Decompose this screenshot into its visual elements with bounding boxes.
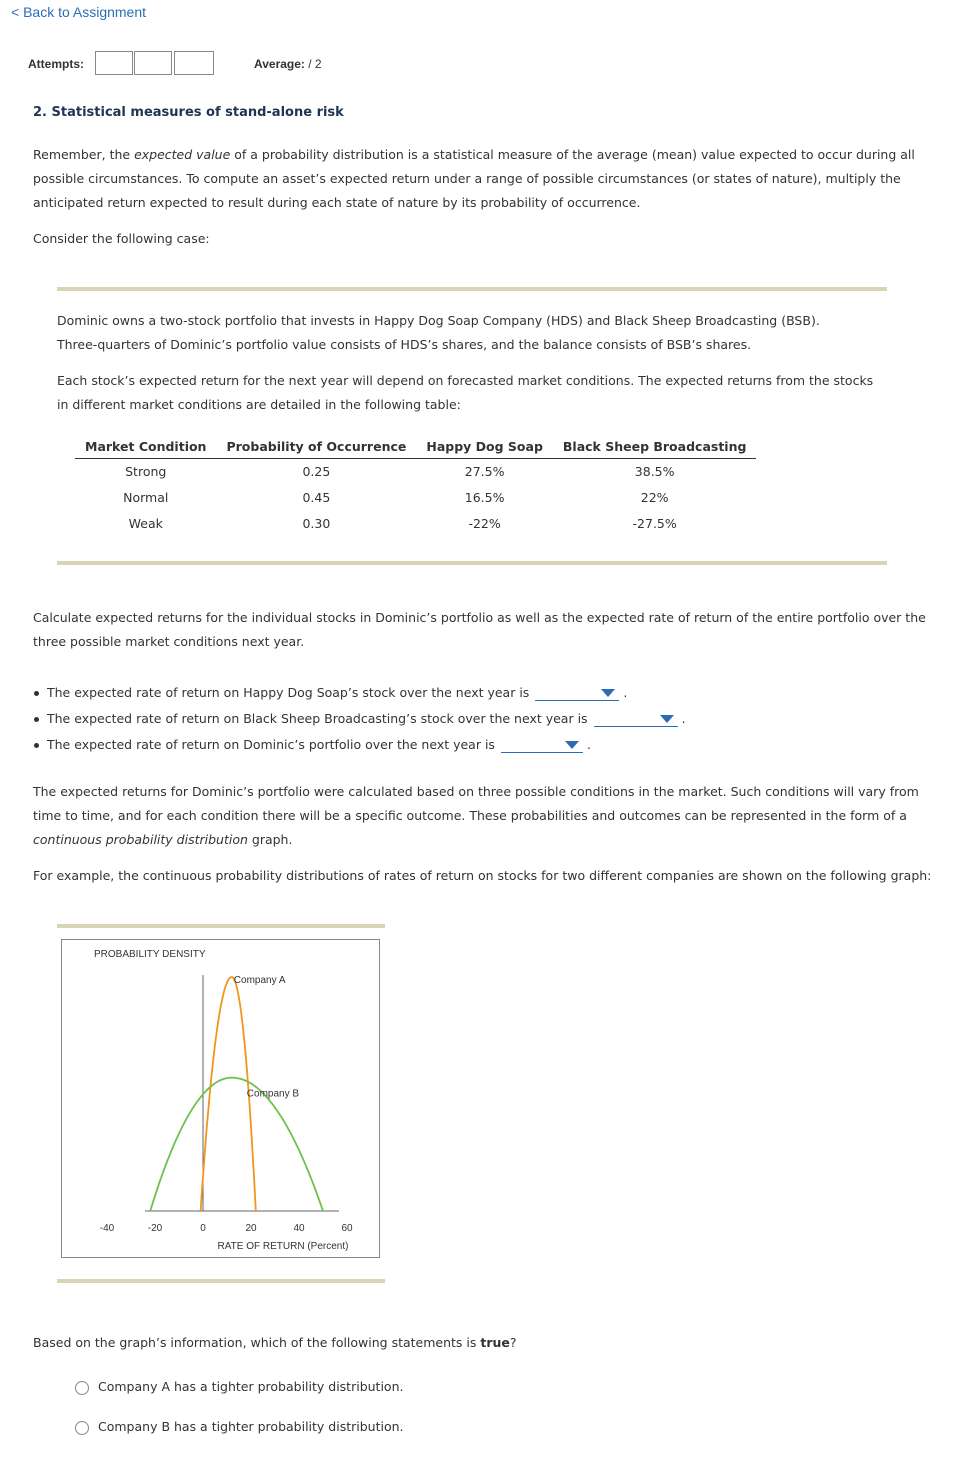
option-label: Company A has a tighter probability distribution. [98, 1379, 404, 1394]
cell: 0.25 [302, 464, 331, 479]
y-axis-label: PROBABILITY DENSITY [94, 949, 206, 960]
cell: -27.5% [632, 516, 677, 531]
col-header-probability: Probability of Occurrence [216, 436, 416, 459]
calc-instruction: Calculate expected returns for the individual stocks in Dominic’s portfolio as well as the expected rate of return of the entire portfolio over the three possible market conditions next year. [33, 610, 926, 649]
series-label-company-a: Company A [233, 975, 286, 986]
list-item [33, 706, 686, 732]
chart-top-rule [57, 924, 385, 928]
cell: Normal [123, 490, 169, 505]
cell: 0.45 [302, 490, 331, 505]
chart-svg [62, 940, 379, 1257]
case-top-rule [57, 287, 887, 291]
back-to-assignment-link[interactable]: < Back to Assignment [11, 4, 147, 20]
option-company-a[interactable] [75, 1379, 403, 1395]
bullet-text-bsb: The expected rate of return on Black Sheep Broadcasting’s stock over the next year is [47, 711, 588, 726]
x-tick-label: 0 [200, 1223, 206, 1234]
consider-text: Consider the following case: [33, 231, 210, 246]
period: . [681, 711, 686, 726]
dropdown-arrow-icon [660, 715, 674, 723]
cell: 0.30 [302, 516, 331, 531]
radio-button[interactable] [75, 1421, 89, 1435]
series-label-company-b: Company B [246, 1088, 300, 1100]
list-item [33, 680, 686, 706]
attempt-box-2 [134, 51, 172, 75]
radio-button[interactable] [75, 1381, 89, 1395]
dropdown-arrow-icon [601, 689, 615, 697]
answer-list [33, 680, 686, 758]
distribution-paragraph: The expected returns for Dominic’s portfolio were calculated based on three possible conditions in the market. Such conditions will vary from time to time, and for each condition there will be a specific outcome. These probabilities and outcomes can be represented in the form of a continuous probability distribution graph. [33, 784, 919, 847]
case-paragraph-1: Dominic owns a two-stock portfolio that invests in Happy Dog Soap Company (HDS) and Black Sheep Broadcasting (BSB). Three-quarters of Dominic’s portfolio value consists of HDS’s shares, and the balance consists of BSB’s shares. [57, 313, 820, 352]
intro-paragraph: Remember, the expected value of a probability distribution is a statistical measure of the average (mean) value expected to occur during all possible circumstances. To compute an asset’s expected return under a range of possible circumstances (or states of nature), multiply the anticipated return expected to result during each state of nature by its probability of occurrence. [33, 147, 915, 210]
cell: Strong [125, 464, 167, 479]
example-paragraph: For example, the continuous probability distributions of rates of return on stocks for two different companies are shown on the following graph: [33, 868, 932, 883]
option-label: Company B has a tighter probability distribution. [98, 1419, 404, 1434]
option-company-b[interactable] [75, 1419, 404, 1435]
period: . [586, 737, 591, 752]
probability-distribution-chart [61, 939, 380, 1258]
mcq-prompt: Based on the graph’s information, which of the following statements is true? [33, 1335, 517, 1350]
col-header-black-sheep: Black Sheep Broadcasting [553, 436, 757, 459]
x-tick-label: -20 [147, 1223, 163, 1234]
table-row [75, 511, 756, 537]
col-header-happy-dog-soap: Happy Dog Soap [416, 436, 553, 459]
x-tick-label: 60 [341, 1223, 353, 1234]
cell: 38.5% [634, 464, 675, 479]
case-bottom-rule [57, 561, 887, 565]
average-display [254, 57, 322, 71]
bullet-text-hds: The expected rate of return on Happy Dog Soap’s stock over the next year is [47, 685, 530, 700]
col-header-market-condition: Market Condition [75, 436, 216, 459]
bsb-return-dropdown[interactable] [594, 712, 678, 727]
x-axis-label: RATE OF RETURN (Percent) [217, 1241, 349, 1252]
table-row [75, 485, 756, 511]
attempts-label: Attempts: [28, 57, 84, 71]
question-title: 2. Statistical measures of stand-alone risk [33, 105, 344, 120]
portfolio-return-dropdown[interactable] [501, 738, 583, 753]
cell: 22% [640, 490, 669, 505]
x-tick-label: 20 [245, 1223, 257, 1234]
list-item [33, 732, 686, 758]
x-tick-label: -40 [99, 1223, 115, 1234]
cell: -22% [468, 516, 501, 531]
chart-bottom-rule [57, 1279, 385, 1283]
dropdown-arrow-icon [565, 741, 579, 749]
bullet-text-portfolio: The expected rate of return on Dominic’s portfolio over the next year is [47, 737, 495, 752]
returns-table [75, 436, 756, 537]
attempt-box-1 [95, 51, 133, 75]
table-header-row [75, 436, 756, 459]
x-tick-label: 40 [293, 1223, 305, 1234]
average-value: / 2 [308, 57, 322, 71]
period: . [623, 685, 628, 700]
cell: 16.5% [464, 490, 505, 505]
hds-return-dropdown[interactable] [535, 686, 619, 701]
table-row [75, 459, 756, 486]
cell: Weak [128, 516, 163, 531]
cell: 27.5% [464, 464, 505, 479]
attempt-box-3 [174, 51, 214, 75]
average-label: Average: [254, 57, 305, 71]
case-paragraph-2: Each stock’s expected return for the next year will depend on forecasted market conditions. The expected returns from the stocks in different market conditions are detailed in the following table: [57, 373, 874, 412]
